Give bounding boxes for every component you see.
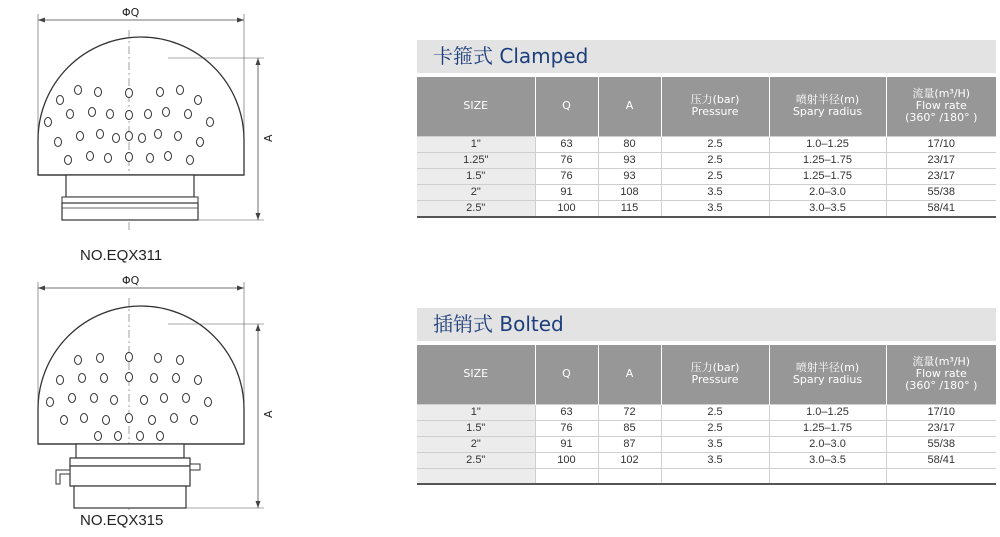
cell-size: 1" [417, 136, 535, 152]
header-spray-radius: 喷射半径(m) Spary radius [769, 345, 886, 404]
cell-a: 72 [598, 404, 661, 420]
cell-pressure: 2.5 [661, 168, 769, 184]
cell-flow: 55/38 [886, 184, 996, 200]
cell-q: 76 [535, 168, 598, 184]
spray-ball-diagram-clamped [18, 0, 278, 240]
cell-pressure: 2.5 [661, 404, 769, 420]
cell-radius: 1.25–1.75 [769, 420, 886, 436]
cell-q: 63 [535, 404, 598, 420]
dimension-q-label: ΦQ [122, 274, 140, 287]
table-row [417, 168, 996, 184]
cell-a: 93 [598, 168, 661, 184]
cell-flow: 23/17 [886, 168, 996, 184]
clamped-spec-table [417, 77, 996, 218]
header-q: Q [535, 345, 598, 404]
cell-a: 93 [598, 152, 661, 168]
header-pressure: 压力(bar) Pressure [661, 345, 769, 404]
bolted-spec-section [417, 308, 996, 485]
cell-flow: 23/17 [886, 152, 996, 168]
table-row [417, 404, 996, 420]
model-label-eqx315: NO.EQX315 [80, 512, 164, 529]
cell-size: 2.5" [417, 452, 535, 468]
cell-a: 87 [598, 436, 661, 452]
cell-size: 1.5" [417, 168, 535, 184]
drawing-clamped-spray-ball [18, 0, 278, 240]
cell-a: 115 [598, 200, 661, 217]
cell-flow: 58/41 [886, 200, 996, 217]
cell-radius: 1.0–1.25 [769, 136, 886, 152]
table-row [417, 184, 996, 200]
cell-a: 85 [598, 420, 661, 436]
cell-radius: 2.0–3.0 [769, 436, 886, 452]
header-flow-rate: 流量(m³/H) Flow rate (360° /180° ) [886, 77, 996, 136]
cell-flow [886, 468, 996, 484]
cell-a [598, 468, 661, 484]
cell-radius: 1.25–1.75 [769, 152, 886, 168]
cell-q: 76 [535, 152, 598, 168]
cell-size: 1.5" [417, 420, 535, 436]
dimension-q-label: ΦQ [122, 6, 140, 19]
header-spray-radius: 喷射半径(m) Spary radius [769, 77, 886, 136]
table-header-row [417, 77, 996, 136]
cell-size: 1" [417, 404, 535, 420]
cell-pressure: 3.5 [661, 184, 769, 200]
clamped-spec-section [417, 40, 996, 218]
cell-flow: 17/10 [886, 404, 996, 420]
cell-q: 100 [535, 452, 598, 468]
cell-q: 91 [535, 184, 598, 200]
cell-q: 63 [535, 136, 598, 152]
cell-pressure [661, 468, 769, 484]
header-a: A [598, 77, 661, 136]
cell-radius: 3.0–3.5 [769, 200, 886, 217]
header-q: Q [535, 77, 598, 136]
model-label-eqx311: NO.EQX311 [80, 247, 163, 264]
table-row [417, 200, 996, 217]
table-row-empty [417, 468, 996, 484]
table-row [417, 436, 996, 452]
cell-pressure: 2.5 [661, 420, 769, 436]
cell-q: 76 [535, 420, 598, 436]
section-title-clamped: 卡箍式 Clamped [417, 40, 996, 73]
cell-size: 1.25" [417, 152, 535, 168]
section-title-bolted: 插销式 Bolted [417, 308, 996, 341]
spray-ball-diagram-bolted [18, 274, 278, 514]
cell-pressure: 2.5 [661, 136, 769, 152]
header-size: SIZE [417, 77, 535, 136]
cell-flow: 23/17 [886, 420, 996, 436]
header-size: SIZE [417, 345, 535, 404]
cell-radius: 3.0–3.5 [769, 452, 886, 468]
cell-a: 102 [598, 452, 661, 468]
cell-pressure: 3.5 [661, 436, 769, 452]
dimension-a-label: A [262, 410, 275, 418]
cell-radius: 1.0–1.25 [769, 404, 886, 420]
cell-q: 91 [535, 436, 598, 452]
table-row [417, 452, 996, 468]
header-flow-rate: 流量(m³/H) Flow rate (360° /180° ) [886, 345, 996, 404]
cell-flow: 58/41 [886, 452, 996, 468]
cell-radius [769, 468, 886, 484]
table-header-row [417, 345, 996, 404]
cell-pressure: 3.5 [661, 200, 769, 217]
cell-radius: 1.25–1.75 [769, 168, 886, 184]
cell-a: 80 [598, 136, 661, 152]
table-row [417, 152, 996, 168]
cell-q [535, 468, 598, 484]
cell-flow: 55/38 [886, 436, 996, 452]
cell-flow: 17/10 [886, 136, 996, 152]
cell-size: 2" [417, 184, 535, 200]
cell-size: 2" [417, 436, 535, 452]
cell-a: 108 [598, 184, 661, 200]
header-pressure: 压力(bar) Pressure [661, 77, 769, 136]
table-row [417, 420, 996, 436]
cell-pressure: 2.5 [661, 152, 769, 168]
cell-size [417, 468, 535, 484]
table-row [417, 136, 996, 152]
cell-pressure: 3.5 [661, 452, 769, 468]
cell-size: 2.5" [417, 200, 535, 217]
drawing-bolted-spray-ball [18, 274, 278, 514]
cell-radius: 2.0–3.0 [769, 184, 886, 200]
header-a: A [598, 345, 661, 404]
cell-q: 100 [535, 200, 598, 217]
dimension-a-label: A [262, 134, 275, 142]
bolted-spec-table [417, 345, 996, 485]
